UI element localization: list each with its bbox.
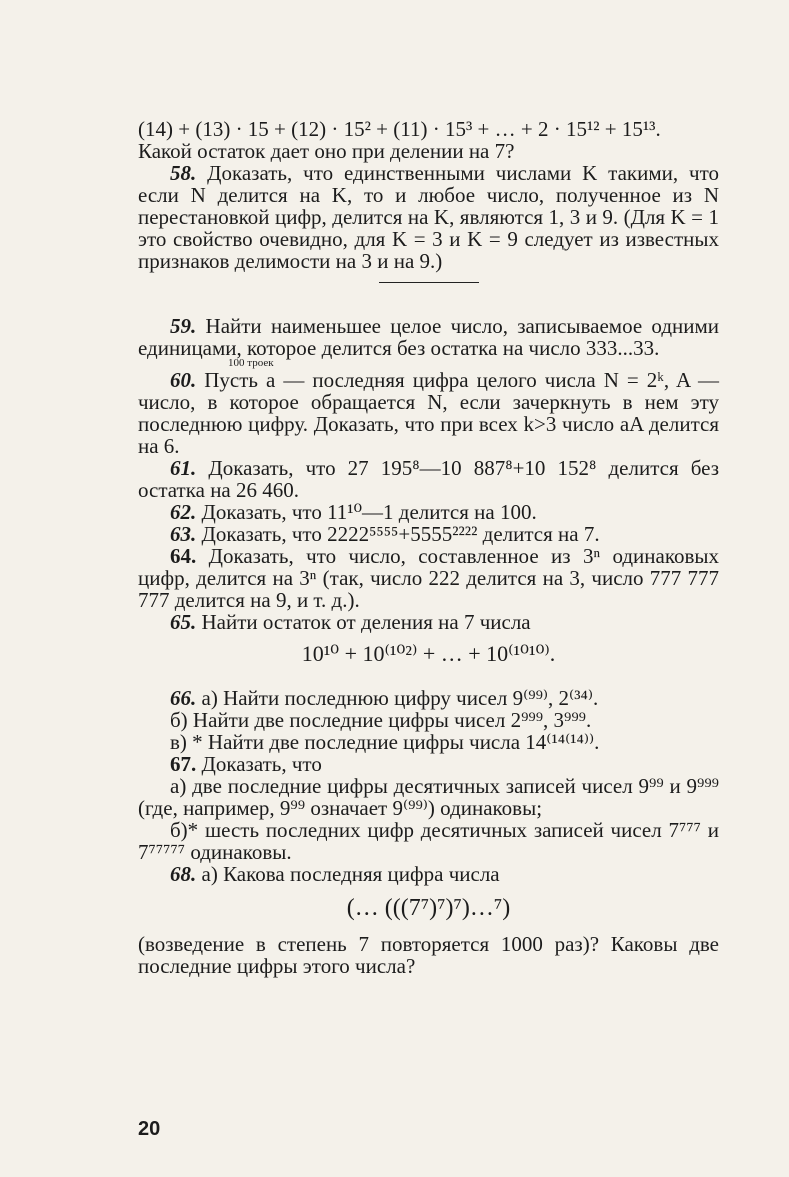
problem-number: 65.	[170, 610, 197, 634]
problem-62	[138, 501, 719, 523]
problem-66b: б) Найти две последние цифры чисел 2⁹⁹⁹, 3⁹⁹⁹.	[170, 708, 592, 732]
problem-number: 66.	[170, 686, 197, 710]
problem-58	[138, 162, 719, 272]
problem-number: 61.	[170, 456, 197, 480]
problem-number: 68.	[170, 862, 197, 886]
problem-59	[138, 315, 719, 369]
problem-number: 60.	[170, 368, 197, 392]
problem-number: 62.	[170, 500, 197, 524]
problem-text: Доказать, что единственными числами K такими, что если N делится на K, то и любое число, полученное из N перестановкой цифр, делится на K, являются 1, 3 и 9. (Для K = 1 это свойство очевидно, для K = 3 и K = 9 следует из известных признаков делимости на 3 и на 9.)	[138, 161, 719, 273]
problem-68-tail: (возведение в степень 7 повторяется 1000 раз)? Каковы две последние цифры этого числа?	[138, 932, 719, 978]
problem-67b: б)* шесть последних цифр десятичных записей чисел 7⁷⁷⁷ и 7⁷⁷⁷⁷⁷ одинаковы.	[138, 818, 719, 864]
problem-text: Доказать, что	[201, 752, 322, 776]
problem-65	[138, 611, 719, 633]
problem-text: Доказать, что 11¹⁰—1 делится на 100.	[201, 500, 537, 524]
problem-text: Доказать, что 27 195⁸—10 887⁸+10 152⁸ делится без остатка на 26 460.	[138, 456, 720, 502]
problem-64	[138, 545, 719, 611]
page-number: 20	[138, 1118, 161, 1140]
brace-label: 100 троек	[228, 357, 274, 369]
problem-number: 63.	[170, 522, 197, 546]
problem-text: Доказать, что 2222⁵⁵⁵⁵+5555²²²² делится на 7.	[201, 522, 600, 546]
line-question: Какой остаток дает оно при делении на 7?	[138, 139, 515, 163]
problem-number: 59.	[170, 314, 197, 338]
formula-68: (… (((7⁷)⁷)⁷)…⁷)	[346, 895, 511, 921]
section-divider	[379, 282, 479, 283]
problem-text: а) Найти последнюю цифру чисел 9⁽⁹⁹⁾, 2⁽³⁴⁾.	[201, 686, 599, 710]
problem-number: 67.	[170, 752, 197, 776]
problem-60	[138, 369, 719, 457]
problem-67	[138, 753, 719, 775]
formula-65: 10¹⁰ + 10⁽¹⁰²⁾ + … + 10⁽¹⁰¹⁰⁾.	[301, 641, 556, 666]
problem-61	[138, 457, 719, 501]
problem-66a	[138, 687, 719, 709]
problem-text: Найти остаток от деления на 7 числа	[201, 610, 531, 634]
problem-text: а) Какова последняя цифра числа	[201, 862, 500, 886]
problem-63	[138, 523, 719, 545]
problem-66c: в) * Найти две последние цифры числа 14⁽¹⁴⁽¹⁴⁾⁾.	[170, 730, 600, 754]
problem-number: 64.	[170, 544, 197, 568]
line-series: (14) + (13) · 15 + (12) · 15² + (11) · 15³ + … + 2 · 15¹² + 15¹³.	[138, 117, 661, 141]
problem-number: 58.	[170, 161, 197, 185]
problem-text: Доказать, что число, составленное из 3ⁿ одинаковых цифр, делится на 3ⁿ (так, число 222 делится на 3, число 777 777 777 делится на 9, и т. д.).	[138, 544, 719, 612]
problem-text: Пусть a — последняя цифра целого числа N = 2ᵏ, A — число, в которое обращается N, если зачеркнуть в нем эту последнюю цифру. Доказать, что при всех k>3 число aA делится на 6.	[138, 368, 720, 458]
problem-68	[138, 863, 719, 885]
problem-text: Найти наименьшее целое число, записываемое одними единицами, которое делится без остатка на число 333...33.	[138, 314, 720, 360]
problem-67a: а) две последние цифры десятичных записей чисел 9⁹⁹ и 9⁹⁹⁹ (где, например, 9⁹⁹ означает 9⁽⁹⁹⁾) одинаковы;	[138, 774, 719, 820]
